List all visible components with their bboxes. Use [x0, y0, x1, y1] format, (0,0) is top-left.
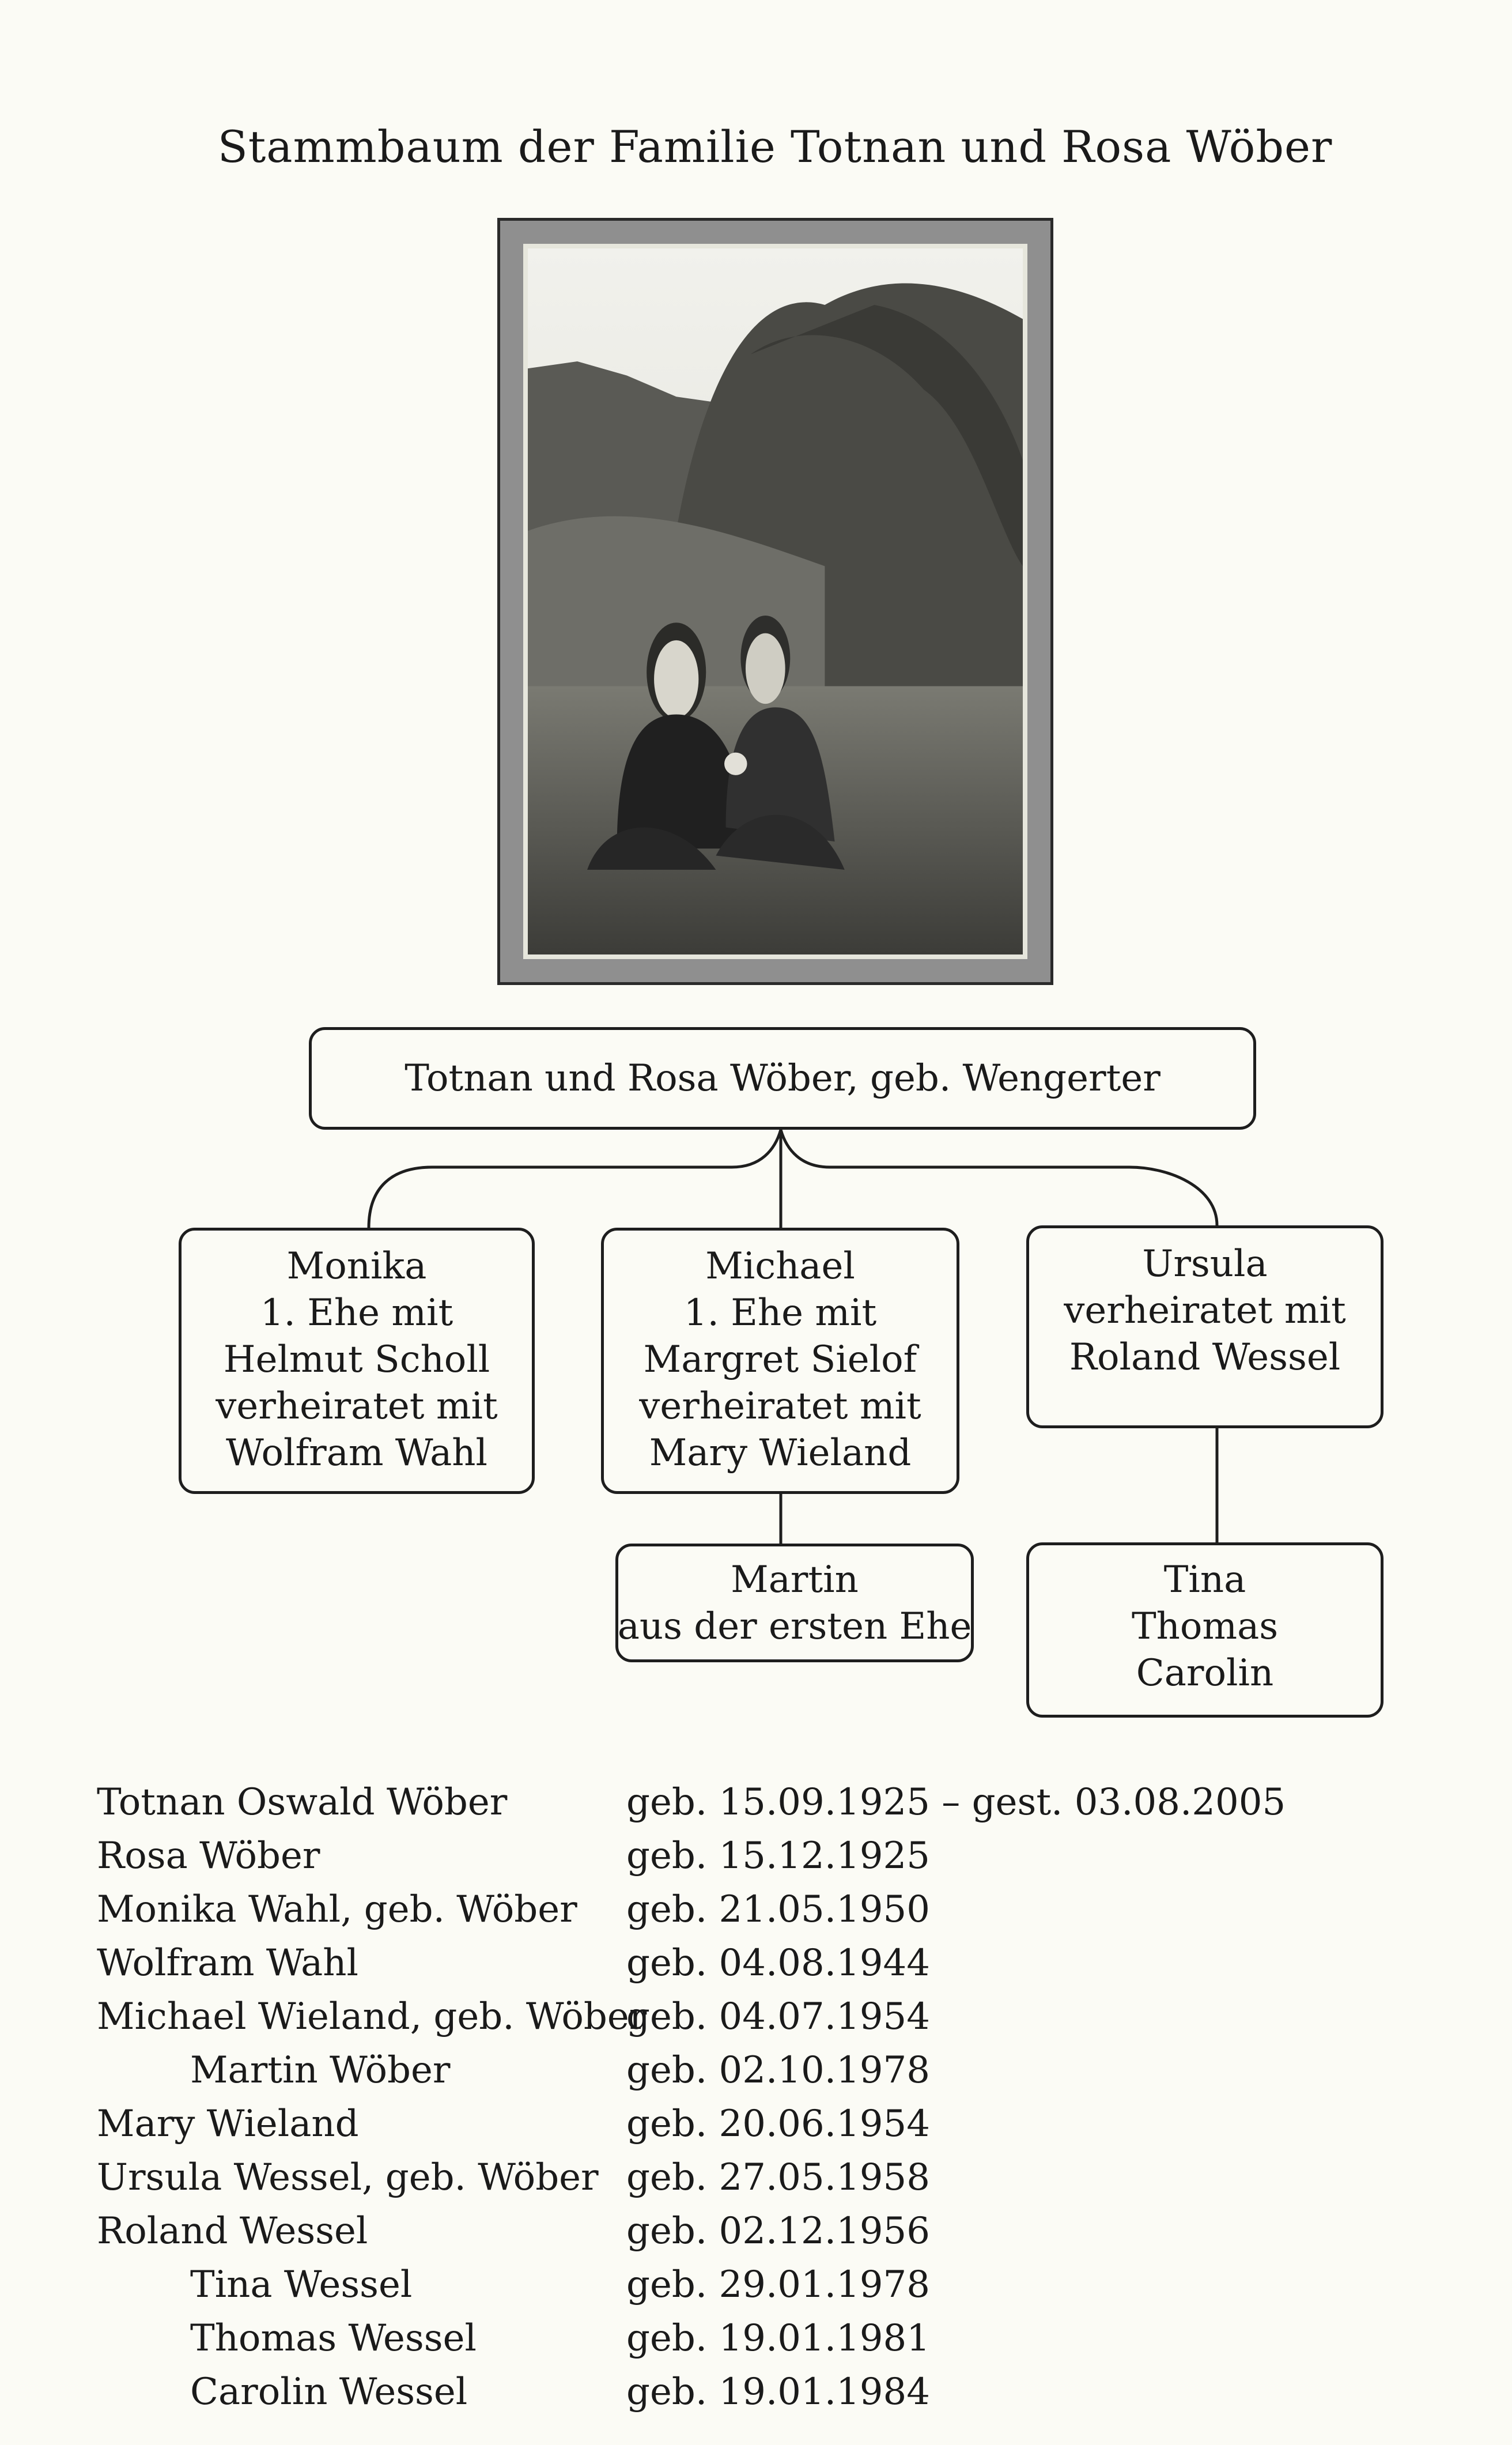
- person-dates: geb. 15.12.1925: [626, 1835, 930, 1877]
- person-dates: geb. 20.06.1954: [626, 2103, 930, 2145]
- date-row: [0, 1835, 1512, 1888]
- grandchild-line: Thomas: [1131, 1605, 1279, 1648]
- person-name: Totnan Oswald Wöber: [97, 1781, 508, 1824]
- person-name: Tina Wessel: [190, 2263, 413, 2306]
- child-line: 1. Ehe mit: [683, 1292, 877, 1334]
- child-line: verheiratet mit: [1064, 1289, 1346, 1332]
- grandchild-line: aus der ersten Ehe: [617, 1605, 972, 1648]
- person-dates: geb. 02.10.1978: [626, 2049, 930, 2092]
- person-name: Michael Wieland, geb. Wöber: [97, 1995, 647, 2038]
- child-line: Michael: [705, 1245, 855, 1288]
- child-line: Helmut Scholl: [223, 1338, 490, 1381]
- person-name: Monika Wahl, geb. Wöber: [97, 1888, 577, 1931]
- child-line: verheiratet mit: [639, 1385, 921, 1428]
- child-line: Wolfram Wahl: [226, 1432, 487, 1474]
- person-dates: geb. 04.08.1944: [626, 1942, 930, 1984]
- root-couple-label: Totnan und Rosa Wöber, geb. Wengerter: [405, 1057, 1161, 1100]
- date-row: [0, 1995, 1512, 2049]
- page-title: Stammbaum der Familie Totnan und Rosa Wöber: [217, 121, 1333, 172]
- person-dates: geb. 29.01.1978: [626, 2263, 930, 2306]
- child-line: Mary Wieland: [649, 1432, 912, 1474]
- person-name: Mary Wieland: [97, 2103, 359, 2145]
- child-line: Margret Sielof: [643, 1338, 917, 1381]
- person-name: Martin Wöber: [190, 2049, 451, 2092]
- person-name: Wolfram Wahl: [97, 1942, 358, 1984]
- date-row: [0, 2263, 1512, 2317]
- photo-mat: [523, 244, 1027, 959]
- person-dates: geb. 27.05.1958: [626, 2156, 930, 2199]
- grandchild-line: Carolin: [1136, 1652, 1274, 1695]
- grandchild-box-martin: [615, 1544, 974, 1662]
- person-dates: geb. 21.05.1950: [626, 1888, 930, 1931]
- date-row: [0, 2210, 1512, 2263]
- child-line: Ursula: [1142, 1243, 1268, 1285]
- child-line: 1. Ehe mit: [260, 1292, 453, 1334]
- date-row: [0, 2103, 1512, 2156]
- child-box-monika: [179, 1228, 535, 1494]
- date-row: [0, 2371, 1512, 2424]
- person-name: Roland Wessel: [97, 2210, 368, 2252]
- person-name: Thomas Wessel: [190, 2317, 477, 2360]
- grandchild-box-wessel: [1026, 1542, 1384, 1718]
- person-name: Carolin Wessel: [190, 2371, 468, 2413]
- child-box-ursula: [1026, 1225, 1384, 1428]
- person-dates: geb. 04.07.1954: [626, 1995, 930, 2038]
- child-line: verheiratet mit: [216, 1385, 498, 1428]
- child-box-michael: [601, 1228, 959, 1494]
- person-dates: geb. 02.12.1956: [626, 2210, 930, 2252]
- date-row: [0, 2317, 1512, 2371]
- date-row: [0, 1781, 1512, 1835]
- date-row: [0, 2049, 1512, 2103]
- grandchild-line: Tina: [1163, 1559, 1246, 1601]
- person-name: Ursula Wessel, geb. Wöber: [97, 2156, 599, 2199]
- root-couple-box: [309, 1027, 1256, 1130]
- child-line: Roland Wessel: [1069, 1336, 1341, 1379]
- person-dates: geb. 19.01.1981: [626, 2317, 930, 2360]
- couple-photo: [528, 248, 1023, 954]
- person-dates: geb. 15.09.1925 – gest. 03.08.2005: [626, 1781, 1286, 1824]
- person-name: Rosa Wöber: [97, 1835, 320, 1877]
- family-photo-frame: [497, 218, 1053, 985]
- child-line: Monika: [286, 1245, 427, 1288]
- date-row: [0, 2156, 1512, 2210]
- grandchild-line: Martin: [731, 1559, 859, 1601]
- person-dates: geb. 19.01.1984: [626, 2371, 930, 2413]
- date-row: [0, 1888, 1512, 1942]
- date-row: [0, 1942, 1512, 1995]
